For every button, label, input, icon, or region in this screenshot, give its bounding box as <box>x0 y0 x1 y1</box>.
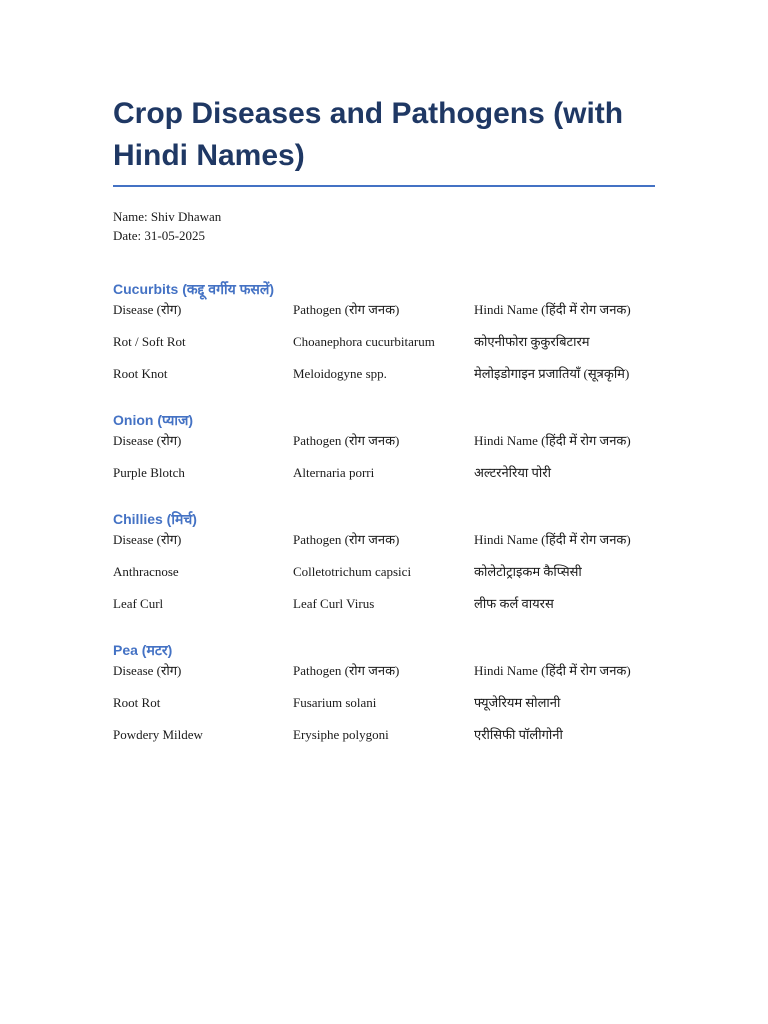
table-row <box>113 364 655 396</box>
pathogen-cell: Choanephora cucurbitarum <box>293 334 435 349</box>
pathogen-cell: Erysiphe polygoni <box>293 727 389 742</box>
disease-table <box>113 530 655 626</box>
column-header-hindi-name: Hindi Name (हिंदी में रोग जनक) <box>474 302 631 317</box>
table-row <box>113 332 655 364</box>
author-name: Name: Shiv Dhawan <box>113 209 222 224</box>
disease-cell: Root Rot <box>113 695 161 710</box>
column-header-disease: Disease (रोग) <box>113 663 182 678</box>
column-header-hindi-name: Hindi Name (हिंदी में रोग जनक) <box>474 663 631 678</box>
crop-section <box>113 410 655 495</box>
column-header-disease: Disease (रोग) <box>113 433 182 448</box>
pathogen-cell: Colletotrichum capsici <box>293 564 412 579</box>
pathogen-cell: Alternaria porri <box>293 465 375 480</box>
table-header-row <box>113 431 655 463</box>
table-header-row <box>113 530 655 562</box>
disease-cell: Leaf Curl <box>113 596 164 611</box>
section-heading: Cucurbits (कद्दू वर्गीय फसलें) <box>113 281 275 297</box>
hindi-name-cell: मेलोइडोगाइन प्रजातियाँ (सूत्रकृमि) <box>474 366 630 381</box>
disease-cell: Anthracnose <box>113 564 179 579</box>
column-header-hindi-name: Hindi Name (हिंदी में रोग जनक) <box>474 532 631 547</box>
disease-table <box>113 300 655 396</box>
hindi-name-cell: फ्यूजेरियम सोलानी <box>474 695 561 710</box>
hindi-name-cell: कोलेटोट्राइकम कैप्सिसी <box>474 564 582 579</box>
column-header-pathogen: Pathogen (रोग जनक) <box>293 532 400 547</box>
table-row <box>113 594 655 626</box>
pathogen-cell: Meloidogyne spp. <box>293 366 387 381</box>
column-header-disease: Disease (रोग) <box>113 302 182 317</box>
document-date: Date: 31-05-2025 <box>113 228 206 243</box>
table-row <box>113 562 655 594</box>
hindi-name-cell: कोएनीफोरा कुकुरबिटारम <box>474 334 590 349</box>
table-row <box>113 693 655 725</box>
disease-table <box>113 661 655 757</box>
column-header-hindi-name: Hindi Name (हिंदी में रोग जनक) <box>474 433 631 448</box>
document-title: Crop Diseases and Pathogens (with Hindi Names) <box>113 97 624 172</box>
disease-cell: Rot / Soft Rot <box>113 334 186 349</box>
disease-cell: Purple Blotch <box>113 465 185 480</box>
table-header-row <box>113 300 655 332</box>
crop-section <box>113 640 655 757</box>
column-header-pathogen: Pathogen (रोग जनक) <box>293 433 400 448</box>
disease-cell: Root Knot <box>113 366 168 381</box>
hindi-name-cell: लीफ कर्ल वायरस <box>474 596 554 611</box>
section-heading: Chillies (मिर्च) <box>113 511 197 527</box>
crop-sections <box>113 279 655 757</box>
column-header-disease: Disease (रोग) <box>113 532 182 547</box>
disease-cell: Powdery Mildew <box>113 727 203 742</box>
document-body <box>113 93 655 757</box>
crop-section <box>113 509 655 626</box>
pathogen-cell: Fusarium solani <box>293 695 377 710</box>
table-row <box>113 725 655 757</box>
column-header-pathogen: Pathogen (रोग जनक) <box>293 302 400 317</box>
section-heading: Pea (मटर) <box>113 642 173 658</box>
table-row <box>113 463 655 495</box>
column-header-pathogen: Pathogen (रोग जनक) <box>293 663 400 678</box>
crop-section <box>113 279 655 396</box>
hindi-name-cell: अल्टरनेरिया पोरी <box>474 465 551 480</box>
disease-table <box>113 431 655 495</box>
title-divider <box>113 185 655 187</box>
pathogen-cell: Leaf Curl Virus <box>293 596 375 611</box>
hindi-name-cell: एरीसिफी पॉलीगोनी <box>474 727 563 742</box>
table-header-row <box>113 661 655 693</box>
section-heading: Onion (प्याज) <box>113 412 193 428</box>
